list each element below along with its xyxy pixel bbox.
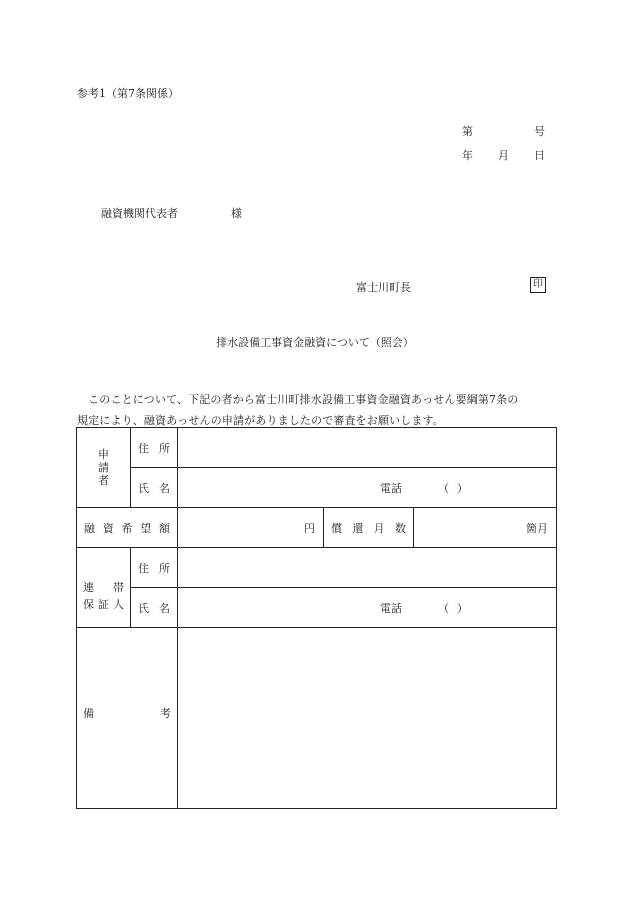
body-paragraph (77, 389, 557, 431)
seal-mark: 印 (530, 277, 546, 293)
applicant-name-row (77, 468, 557, 508)
applicant-address-label: 住 所 (131, 428, 178, 468)
guarantor-label-cell (77, 548, 131, 628)
remarks-label: 備 考 (83, 707, 171, 720)
application-form-table (76, 427, 557, 809)
sender-name: 富士川町長 (356, 281, 411, 294)
remarks-row (77, 628, 557, 809)
remarks-field[interactable] (178, 628, 557, 809)
guarantor-name-label: 氏 名 (131, 588, 178, 628)
applicant-label: 申 請 者 (98, 448, 109, 487)
applicant-phone: 電話 （ ） (380, 481, 469, 495)
applicant-address-field[interactable] (178, 428, 557, 468)
guarantor-phone: 電話 （ ） (380, 601, 469, 615)
guarantor-address-field[interactable] (178, 548, 557, 588)
addressee-honorific: 様 (231, 207, 242, 220)
loan-row (77, 508, 557, 548)
date-day: 日 (534, 149, 545, 162)
loan-amount-label: 融 資 希 望 額 (77, 508, 178, 548)
applicant-name-field[interactable] (178, 468, 557, 508)
remarks-label-cell (77, 628, 178, 809)
body-line-2: 規定により、融資あっせんの申請がありましたので審査をお願いします。 (77, 414, 444, 427)
repayment-months-label: 償 還 月 数 (324, 508, 414, 548)
applicant-address-row (77, 428, 557, 468)
repayment-months-field[interactable]: 箇月 (414, 508, 557, 548)
body-line-1: このことについて、下記の者から富士川町排水設備工事資金融資あっせん要綱第7条の (77, 393, 519, 406)
document-number-prefix: 第 (462, 125, 473, 138)
applicant-label-cell (77, 428, 131, 508)
loan-amount-field[interactable]: 円 (178, 508, 324, 548)
applicant-name-label: 氏 名 (131, 468, 178, 508)
addressee-name: 融資機関代表者 (101, 207, 178, 220)
guarantor-label: 連 帯 保 証 人 (83, 580, 124, 611)
guarantor-name-field[interactable] (178, 588, 557, 628)
guarantor-address-row (77, 548, 557, 588)
guarantor-name-row (77, 588, 557, 628)
date-month: 月 (498, 149, 509, 162)
guarantor-address-label: 住 所 (131, 548, 178, 588)
document-number-suffix: 号 (534, 125, 545, 138)
reference-label: 参考1（第7条関係） (77, 87, 179, 100)
date-year: 年 (462, 149, 473, 162)
document-title: 排水設備工事資金融資について（照会） (216, 336, 414, 349)
